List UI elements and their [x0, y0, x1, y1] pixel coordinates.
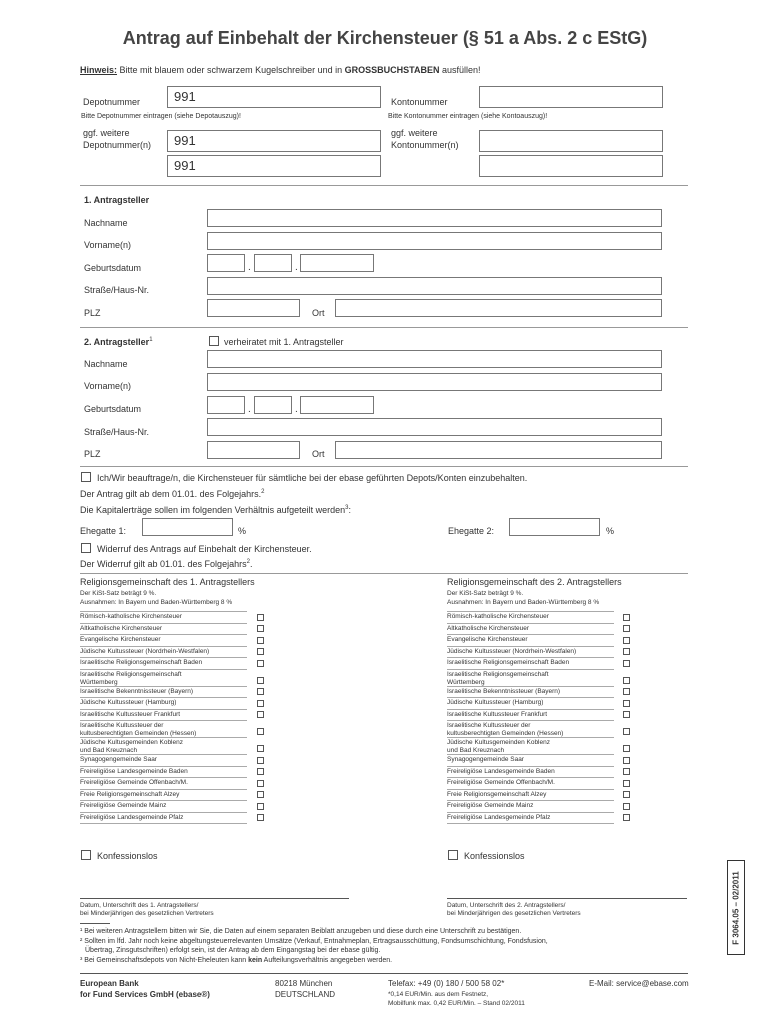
religion-checkbox[interactable]	[257, 728, 264, 735]
revoke-text: Widerruf des Antrags auf Einbehalt der Kirchensteuer.	[97, 544, 312, 554]
religion-row-divider	[80, 646, 247, 647]
religion-checkbox[interactable]	[257, 745, 264, 752]
religion-row-divider	[80, 623, 247, 624]
religion-checkbox[interactable]	[257, 637, 264, 644]
hint-text-2: ausfüllen!	[439, 65, 481, 75]
footnote-ref: 2	[261, 489, 265, 495]
konto-number-field[interactable]	[479, 86, 663, 108]
konto-more-label-2: Kontonummer(n)	[391, 140, 459, 150]
consent-split-text: Die Kapitalerträge sollen im folgenden Verhältnis aufgeteilt werden	[80, 505, 346, 515]
konfessionslos-checkbox-2[interactable]	[448, 850, 458, 860]
religion-option-line: Synagogengemeinde Saar	[447, 756, 524, 763]
religion-option-label	[447, 636, 528, 644]
religion-option-line: kultusberechtigten Gemeinden (Hessen)	[80, 730, 197, 737]
footer-country: DEUTSCHLAND	[275, 990, 336, 999]
applicant1-strasse-label: Straße/Haus-Nr.	[84, 285, 150, 295]
applicant2-geburtsdatum-label: Geburtsdatum	[84, 404, 142, 414]
religion-option-line: Freireligiöse Landesgemeinde Baden	[447, 767, 555, 775]
religion-row-divider	[447, 737, 614, 738]
footer-rule	[80, 973, 688, 974]
religion-row-divider	[447, 720, 614, 721]
religion-option-line: Württemberg	[80, 678, 118, 686]
konfessionslos-label-1: Konfessionslos	[97, 851, 158, 861]
consent-valid-text: Der Antrag gilt ab dem 01.01. des Folgejahrs.	[80, 489, 262, 499]
applicant2-vorname-field[interactable]	[207, 373, 662, 391]
religion-option-line: Freireligiöse Landesgemeinde Baden	[80, 767, 188, 775]
religion-option-label	[80, 802, 166, 810]
religion-option-label	[447, 648, 576, 656]
religion-checkbox[interactable]	[623, 625, 630, 632]
religion-row-divider	[80, 709, 247, 710]
religion-row-divider	[447, 686, 614, 687]
divider	[80, 327, 688, 328]
religion-row-divider	[447, 709, 614, 710]
religion-rate-2: Der KiSt-Satz beträgt 9 %.	[447, 590, 524, 597]
applicant2-vorname-label: Vorname(n)	[84, 381, 132, 391]
religion-row-divider	[80, 634, 247, 635]
footnote-ref: 2	[246, 559, 250, 565]
applicant1-nachname-field[interactable]	[207, 209, 662, 227]
religion-option-label	[80, 625, 162, 633]
applicant2-plz-field[interactable]	[207, 441, 300, 459]
religion-checkbox[interactable]	[257, 780, 264, 787]
religion-option-label	[80, 814, 183, 822]
religion-option-line: Römisch-katholische Kirchensteuer	[447, 613, 549, 620]
religion-checkbox[interactable]	[623, 780, 630, 787]
applicant1-ort-field[interactable]	[335, 299, 662, 317]
consent-checkbox[interactable]	[81, 472, 91, 482]
footnote-ref: 1	[149, 337, 153, 343]
religion-heading-1: Religionsgemeinschaft des 1. Antragstellers	[80, 577, 255, 587]
footer-email: E-Mail: service@ebase.com	[589, 979, 689, 988]
religion-row-divider	[80, 812, 247, 813]
religion-row-divider	[447, 657, 614, 658]
religion-option-line: Altkatholische Kirchensteuer	[447, 624, 530, 632]
divider	[80, 466, 688, 467]
religion-option-line: Evangelische Kirchensteuer	[80, 636, 161, 643]
konfessionslos-label-2: Konfessionslos	[464, 851, 525, 861]
footnote-3-post: Aufteilungsverhältnis angegeben werden.	[262, 957, 393, 964]
signature-line-2	[447, 898, 687, 899]
religion-row-divider	[447, 669, 614, 670]
religion-row-divider	[447, 611, 614, 612]
applicant1-plz-field[interactable]	[207, 299, 300, 317]
religion-row-divider	[447, 789, 614, 790]
date-separator: .	[248, 404, 251, 415]
religion-rate-1: Der KiSt-Satz beträgt 9 %.	[80, 590, 157, 597]
applicant1-birth-year-field[interactable]	[300, 254, 374, 272]
hint-prefix: Hinweis:	[80, 65, 118, 75]
spouse1-percent-field[interactable]	[142, 518, 233, 536]
religion-option-label	[447, 671, 549, 687]
religion-row-divider	[447, 697, 614, 698]
religion-row-divider	[80, 754, 247, 755]
depot-more-label-2: Depotnummer(n)	[83, 140, 152, 150]
depot-more-field-1[interactable]: 991	[167, 130, 381, 152]
hint-text-1: Bitte mit blauem oder schwarzem Kugelschreiber und in	[117, 65, 345, 75]
religion-option-label	[447, 711, 547, 719]
applicant1-birth-month-field[interactable]	[254, 254, 292, 272]
religion-option-line: Württemberg	[447, 678, 485, 686]
religion-option-line: Jüdische Kultussteuer (Hamburg)	[447, 699, 544, 706]
religion-option-label	[80, 671, 182, 687]
signature-2-label-2: bei Minderjährigen des gesetzlichen Vertreters	[447, 910, 581, 917]
applicant1-nachname-label: Nachname	[84, 218, 128, 228]
footnote-2b: Übertrag, Zinsgutschriften) erfolgt sein, ist der Antrag ab dem Eingangstag bei der ebase gültig.	[85, 947, 381, 954]
religion-checkbox[interactable]	[257, 660, 264, 667]
spouse2-percent-field[interactable]	[509, 518, 600, 536]
signature-line-1	[80, 898, 349, 899]
footnote-3-pre: ³ Bei Gemeinschaftsdepots von Nicht-Eheleuten kann	[80, 957, 249, 964]
consent-text: Ich/Wir beauftrage/n, die Kirchensteuer für sämtliche bei der ebase geführten Depots/Konten einzubehalten.	[97, 473, 528, 483]
footnote-3-bold: kein	[248, 957, 263, 964]
religion-row-divider	[80, 669, 247, 670]
religion-row-divider	[80, 720, 247, 721]
applicant1-strasse-field[interactable]	[207, 277, 662, 295]
religion-option-line: Israelitische Religionsgemeinschaft	[447, 670, 549, 678]
consent-valid	[80, 489, 264, 499]
religion-option-line: Freireligiöse Landesgemeinde Pfalz	[80, 813, 184, 821]
religion-checkbox[interactable]	[623, 700, 630, 707]
signature-1-label-1: Datum, Unterschrift des 1. Antragstellers/	[80, 902, 199, 909]
footnote-2a: ² Sollten im lfd. Jahr noch keine abgeltungsteuerrelevanten Umsätze (Verkauf, Entnahmeplan, Ertragsausschüttung, Fondsumschichtung, Fondsfusion,	[80, 938, 548, 945]
footer-city: 80218 München	[275, 979, 333, 988]
revoke-valid-text: Der Widerruf gilt ab 01.01. des Folgejahrs	[80, 559, 247, 569]
religion-checkbox[interactable]	[623, 803, 630, 810]
religion-option-line: Israelitische Kultussteuer Frankfurt	[80, 710, 181, 718]
religion-option-label	[80, 722, 196, 738]
religion-option-line: Jüdische Kultussteuer (Nordrhein-Westfalen)	[447, 647, 577, 655]
applicant2-heading	[84, 337, 153, 347]
footnote-3	[80, 957, 392, 964]
religion-row-divider	[447, 812, 614, 813]
religion-option-label	[80, 659, 202, 667]
footnote-ref: 3	[345, 505, 349, 511]
religion-checkbox[interactable]	[257, 814, 264, 821]
religion-checkbox[interactable]	[257, 757, 264, 764]
applicant2-strasse-field[interactable]	[207, 418, 662, 436]
religion-option-line: Israelitische Religionsgemeinschaft Baden	[447, 659, 570, 666]
religion-option-label	[447, 779, 555, 787]
religion-option-label	[447, 814, 550, 822]
depot-help: Bitte Depotnummer eintragen (siehe Depotauszug)!	[81, 113, 241, 120]
date-separator: .	[248, 262, 251, 273]
consent-split: Die Kapitalerträge sollen im folgenden Verhältnis aufgeteilt werden$^3$:	[80, 505, 352, 515]
applicant2-nachname-field[interactable]	[207, 350, 662, 368]
religion-exceptions-1: Ausnahmen: In Bayern und Baden-Württemberg 8 %	[80, 599, 233, 606]
footer-fax-note-1: *0,14 EUR/Min. aus dem Festnetz,	[388, 991, 489, 998]
religion-option-line: Römisch-katholische Kirchensteuer	[80, 613, 182, 620]
religion-row-divider	[80, 737, 247, 738]
religion-option-label	[80, 739, 183, 755]
religion-option-line: Israelitische Kultussteuer der	[80, 722, 164, 729]
fill-hint	[80, 65, 481, 75]
religion-row-divider	[80, 777, 247, 778]
religion-option-line: Freireligiöse Gemeinde Mainz	[447, 802, 534, 809]
religion-option-label	[447, 659, 569, 667]
religion-option-label	[80, 756, 157, 764]
signature-1-label-2: bei Minderjährigen des gesetzlichen Vertreters	[80, 910, 214, 917]
divider	[80, 573, 688, 574]
religion-checkbox[interactable]	[623, 648, 630, 655]
religion-row-divider	[80, 789, 247, 790]
religion-option-line: Freie Religionsgemeinschaft Alzey	[447, 790, 547, 798]
divider	[80, 185, 688, 186]
footnote-rule	[80, 923, 110, 924]
religion-checkbox[interactable]	[623, 711, 630, 718]
applicant1-ort-label: Ort	[312, 308, 325, 318]
religion-option-label	[447, 625, 529, 633]
religion-checkbox[interactable]	[623, 637, 630, 644]
religion-option-line: Jüdische Kultusgemeinden Koblenz	[447, 739, 550, 746]
religion-row-divider	[447, 823, 614, 824]
religion-option-line: Israelitische Kultussteuer der	[447, 722, 531, 729]
religion-checkbox[interactable]	[257, 614, 264, 621]
depot-number-field[interactable]: 991	[167, 86, 381, 108]
religion-option-line: Israelitische Religionsgemeinschaft	[80, 670, 182, 678]
religion-heading-2: Religionsgemeinschaft des 2. Antragstellers	[447, 577, 622, 587]
religion-option-label	[447, 688, 560, 696]
religion-row-divider	[447, 634, 614, 635]
religion-option-label	[80, 648, 209, 656]
religion-row-divider	[80, 657, 247, 658]
religion-option-label	[80, 779, 188, 787]
religion-checkbox[interactable]	[257, 625, 264, 632]
religion-row-divider	[80, 800, 247, 801]
applicant2-birth-year-field[interactable]	[300, 396, 374, 414]
religion-option-line: Freireligiöse Gemeinde Offenbach/M.	[447, 779, 555, 786]
religion-checkbox[interactable]	[623, 614, 630, 621]
applicant1-geburtsdatum-label: Geburtsdatum	[84, 263, 142, 273]
religion-option-line: Freireligiöse Gemeinde Offenbach/M.	[80, 779, 188, 786]
applicant1-heading: 1. Antragsteller	[84, 195, 150, 205]
religion-option-label	[447, 699, 543, 707]
religion-checkbox[interactable]	[257, 677, 264, 684]
religion-option-label	[447, 722, 563, 738]
religion-option-line: und Bad Kreuznach	[447, 747, 505, 754]
religion-option-line: Jüdische Kultusgemeinden Koblenz	[80, 739, 183, 746]
religion-option-label	[447, 756, 524, 764]
religion-checkbox[interactable]	[257, 688, 264, 695]
religion-checkbox[interactable]	[623, 757, 630, 764]
religion-row-divider	[80, 611, 247, 612]
applicant2-plz-label: PLZ	[84, 449, 101, 459]
religion-row-divider	[80, 697, 247, 698]
religion-option-line: Israelitische Religionsgemeinschaft Baden	[80, 659, 203, 666]
religion-option-label	[80, 768, 188, 776]
religion-row-divider	[447, 777, 614, 778]
form-code-box	[727, 860, 745, 955]
page-title: Antrag auf Einbehalt der Kirchensteuer (§ 51 a Abs. 2 c EStG)	[122, 28, 648, 48]
konto-more-field-2[interactable]	[479, 155, 663, 177]
applicant2-birth-day-field[interactable]	[207, 396, 245, 414]
konto-more-field-1[interactable]	[479, 130, 663, 152]
religion-row-divider	[447, 800, 614, 801]
depot-label: Depotnummer	[83, 97, 141, 107]
religion-checkbox[interactable]	[623, 745, 630, 752]
religion-option-label	[80, 791, 179, 799]
religion-option-label	[447, 791, 546, 799]
religion-row-divider	[447, 766, 614, 767]
religion-checkbox[interactable]	[623, 728, 630, 735]
applicant2-strasse-label: Straße/Haus-Nr.	[84, 427, 150, 437]
applicant1-vorname-label: Vorname(n)	[84, 240, 132, 250]
spouse2-label: Ehegatte 2:	[448, 526, 495, 536]
religion-row-divider	[447, 754, 614, 755]
religion-checkbox[interactable]	[257, 648, 264, 655]
religion-checkbox[interactable]	[623, 814, 630, 821]
footer-fax: Telefax: +49 (0) 180 / 500 58 02*	[388, 979, 505, 988]
religion-option-line: Jüdische Kultussteuer (Nordrhein-Westfalen)	[80, 647, 210, 655]
religion-option-line: Jüdische Kultussteuer (Hamburg)	[80, 699, 177, 706]
religion-row-divider	[447, 646, 614, 647]
religion-option-line: Israelitische Bekenntnissteuer (Bayern)	[80, 687, 194, 695]
religion-option-label	[447, 739, 550, 755]
religion-checkbox[interactable]	[623, 768, 630, 775]
revoke-valid: Der Widerruf gilt ab 01.01. des Folgejahrs$^2$.	[80, 559, 253, 569]
religion-checkbox[interactable]	[257, 700, 264, 707]
hint-bold: GROSSBUCHSTABEN	[344, 65, 440, 75]
percent-sign: %	[238, 526, 247, 536]
revoke-checkbox[interactable]	[81, 543, 91, 553]
applicant2-birth-month-field[interactable]	[254, 396, 292, 414]
married-label: verheiratet mit 1. Antragsteller	[224, 337, 344, 347]
religion-option-label	[80, 636, 161, 644]
footer-company-2: for Fund Services GmbH (ebase®)	[80, 990, 210, 999]
religion-option-label	[80, 699, 176, 707]
religion-option-label	[447, 768, 555, 776]
religion-option-label	[80, 711, 180, 719]
form-code: F 3064.05 – 02/2011	[731, 870, 741, 945]
spouse1-label: Ehegatte 1:	[80, 526, 127, 536]
applicant1-vorname-field[interactable]	[207, 232, 662, 250]
applicant2-ort-field[interactable]	[335, 441, 662, 459]
religion-checkbox[interactable]	[623, 660, 630, 667]
signature-2-label-1: Datum, Unterschrift des 2. Antragstellers/	[447, 902, 566, 909]
religion-option-label	[80, 688, 193, 696]
konto-more-label-1: ggf. weitere	[391, 128, 438, 138]
depot-more-field-2[interactable]: 991	[167, 155, 381, 177]
religion-row-divider	[447, 623, 614, 624]
religion-option-line: kultusberechtigten Gemeinden (Hessen)	[447, 730, 564, 737]
religion-option-line: Altkatholische Kirchensteuer	[80, 624, 163, 632]
religion-option-label	[447, 802, 533, 810]
religion-option-line: Israelitische Kultussteuer Frankfurt	[447, 710, 548, 718]
footer-company-1: European Bank	[80, 979, 139, 988]
religion-row-divider	[80, 823, 247, 824]
percent-sign: %	[606, 526, 615, 536]
religion-option-line: und Bad Kreuznach	[80, 747, 138, 754]
married-checkbox[interactable]	[209, 336, 219, 346]
date-separator: .	[295, 262, 298, 273]
religion-option-line: Evangelische Kirchensteuer	[447, 636, 528, 643]
religion-option-label	[447, 613, 549, 621]
religion-checkbox[interactable]	[623, 688, 630, 695]
religion-row-divider	[80, 766, 247, 767]
religion-option-line: Synagogengemeinde Saar	[80, 756, 157, 763]
konfessionslos-checkbox-1[interactable]	[81, 850, 91, 860]
religion-checkbox[interactable]	[623, 791, 630, 798]
religion-checkbox[interactable]	[257, 768, 264, 775]
applicant1-plz-label: PLZ	[84, 308, 101, 318]
religion-checkbox[interactable]	[257, 791, 264, 798]
religion-checkbox[interactable]	[257, 711, 264, 718]
date-separator: .	[295, 404, 298, 415]
religion-exceptions-2: Ausnahmen: In Bayern und Baden-Württemberg 8 %	[447, 599, 600, 606]
religion-option-line: Freireligiöse Landesgemeinde Pfalz	[447, 813, 551, 821]
applicant2-ort-label: Ort	[312, 449, 325, 459]
konto-help: Bitte Kontonummer eintragen (siehe Kontoauszug)!	[388, 113, 548, 120]
religion-option-line: Freireligiöse Gemeinde Mainz	[80, 802, 167, 809]
konto-label: Kontonummer	[391, 97, 448, 107]
religion-row-divider	[80, 686, 247, 687]
religion-checkbox[interactable]	[623, 677, 630, 684]
religion-option-line: Israelitische Bekenntnissteuer (Bayern)	[447, 687, 561, 695]
applicant2-nachname-label: Nachname	[84, 359, 128, 369]
footer-fax-note-2: Mobilfunk max. 0,42 EUR/Min. – Stand 02/2011	[388, 1000, 525, 1007]
applicant1-birth-day-field[interactable]	[207, 254, 245, 272]
religion-checkbox[interactable]	[257, 803, 264, 810]
religion-option-line: Freie Religionsgemeinschaft Alzey	[80, 790, 180, 798]
depot-more-label-1: ggf. weitere	[83, 128, 130, 138]
applicant2-heading-text: 2. Antragsteller	[84, 337, 150, 347]
religion-option-label	[80, 613, 182, 621]
footnote-1: ¹ Bei weiteren Antragstellern bitten wir Sie, die Daten auf einem separaten Beiblatt anzugeben und diese durch eine Unterschrift zu bestätigen.	[80, 928, 522, 935]
